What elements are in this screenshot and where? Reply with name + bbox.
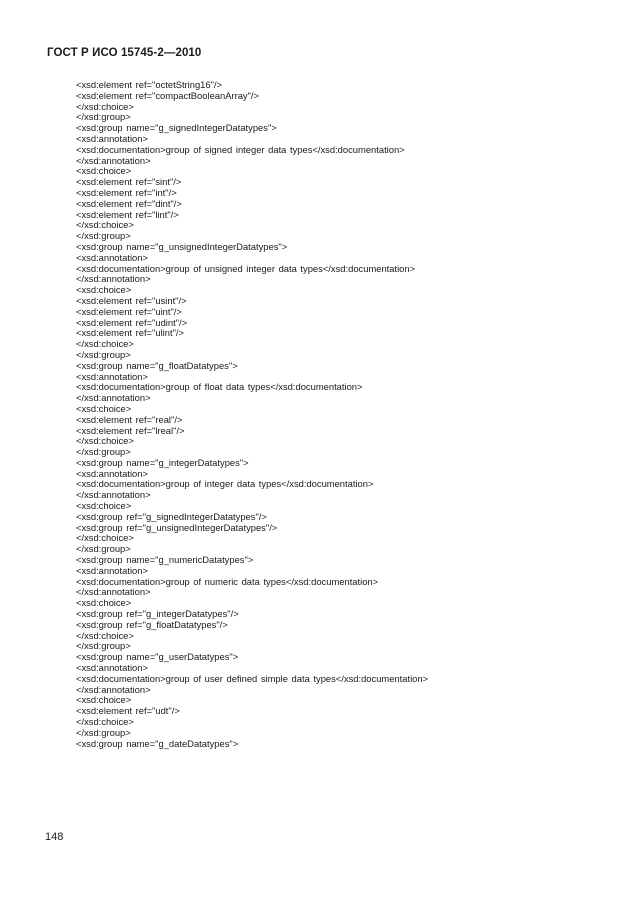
code-line: </xsd:choice>: [76, 100, 134, 112]
code-line: <xsd:group ref="g_unsignedIntegerDatatypes"/>: [76, 521, 278, 533]
code-line: <xsd:choice>: [76, 694, 132, 706]
code-line: <xsd:annotation>: [76, 467, 148, 479]
code-line: <xsd:choice>: [76, 165, 132, 177]
code-line: <xsd:choice>: [76, 500, 132, 512]
code-line: <xsd:element ref="lint"/>: [76, 208, 179, 220]
code-line: </xsd:annotation>: [76, 683, 151, 695]
code-line: </xsd:choice>: [76, 629, 134, 641]
code-line: <xsd:choice>: [76, 402, 132, 414]
code-line: <xsd:group name="g_numericDatatypes">: [76, 554, 254, 566]
code-line: </xsd:group>: [76, 230, 131, 242]
code-line: <xsd:element ref="int"/>: [76, 186, 177, 198]
code-line: <xsd:element ref="ulint"/>: [76, 327, 184, 339]
code-line: <xsd:documentation>group of user defined simple data types</xsd:documentation>: [76, 672, 429, 684]
code-line: <xsd:documentation>group of integer data types</xsd:documentation>: [76, 478, 374, 490]
code-line: <xsd:element ref="compactBooleanArray"/>: [76, 89, 260, 101]
code-line: <xsd:element ref="octetString16"/>: [76, 79, 223, 90]
code-line: <xsd:group name="g_integerDatatypes">: [76, 456, 249, 468]
code-line: <xsd:element ref="usint"/>: [76, 294, 187, 306]
code-line: <xsd:group name="g_unsignedIntegerDatatypes">: [76, 240, 288, 252]
code-line: <xsd:group name="g_signedIntegerDatatypes">: [76, 122, 277, 134]
code-line: <xsd:group ref="g_signedIntegerDatatypes"/>: [76, 510, 267, 522]
code-line: <xsd:annotation>: [76, 132, 148, 144]
code-line: </xsd:choice>: [76, 716, 134, 728]
code-line: <xsd:group ref="g_integerDatatypes"/>: [76, 608, 239, 620]
code-line: </xsd:group>: [76, 640, 131, 652]
code-line: </xsd:group>: [76, 543, 131, 555]
code-line: <xsd:annotation>: [76, 662, 148, 674]
code-line: <xsd:choice>: [76, 597, 132, 609]
code-line: </xsd:group>: [76, 726, 131, 738]
code-line: </xsd:group>: [76, 446, 131, 458]
code-line: <xsd:documentation>group of numeric data types</xsd:documentation>: [76, 575, 379, 587]
code-line: <xsd:annotation>: [76, 251, 148, 263]
xml-code-listing: [76, 80, 428, 749]
code-line: </xsd:annotation>: [76, 489, 151, 501]
code-line: <xsd:element ref="lreal"/>: [76, 424, 185, 436]
code-line: </xsd:choice>: [76, 338, 134, 350]
code-line: </xsd:annotation>: [76, 392, 151, 404]
code-line: <xsd:group name="g_floatDatatypes">: [76, 359, 238, 371]
code-line: <xsd:element ref="udint"/>: [76, 316, 188, 328]
page-number: 148: [45, 831, 64, 843]
code-line: <xsd:element ref="sint"/>: [76, 176, 182, 188]
code-line: <xsd:documentation>group of signed integer data types</xsd:documentation>: [76, 143, 405, 155]
code-line: <xsd:group name="g_userDatatypes">: [76, 651, 239, 663]
code-line: </xsd:choice>: [76, 532, 134, 544]
code-line: </xsd:annotation>: [76, 154, 151, 166]
code-line: </xsd:choice>: [76, 435, 134, 447]
code-line: </xsd:group>: [76, 111, 131, 123]
code-line: <xsd:element ref="dint"/>: [76, 197, 182, 209]
code-line: <xsd:annotation>: [76, 370, 148, 382]
page-header-title: ГОСТ Р ИСО 15745-2—2010: [47, 47, 202, 59]
code-line: </xsd:group>: [76, 348, 131, 360]
code-line: </xsd:annotation>: [76, 586, 151, 598]
code-line: </xsd:choice>: [76, 219, 134, 231]
code-line: <xsd:group name="g_dateDatatypes">: [76, 737, 239, 749]
code-line: <xsd:annotation>: [76, 564, 148, 576]
code-line: <xsd:documentation>group of float data types</xsd:documentation>: [76, 381, 363, 393]
code-line: <xsd:documentation>group of unsigned integer data types</xsd:documentation>: [76, 262, 416, 274]
code-line: <xsd:element ref="udt"/>: [76, 705, 180, 717]
code-line: </xsd:annotation>: [76, 273, 151, 285]
code-line: <xsd:element ref="uint"/>: [76, 305, 182, 317]
code-line: <xsd:group ref="g_floatDatatypes"/>: [76, 618, 228, 630]
code-line: <xsd:element ref="real"/>: [76, 413, 183, 425]
code-line: <xsd:choice>: [76, 284, 132, 296]
